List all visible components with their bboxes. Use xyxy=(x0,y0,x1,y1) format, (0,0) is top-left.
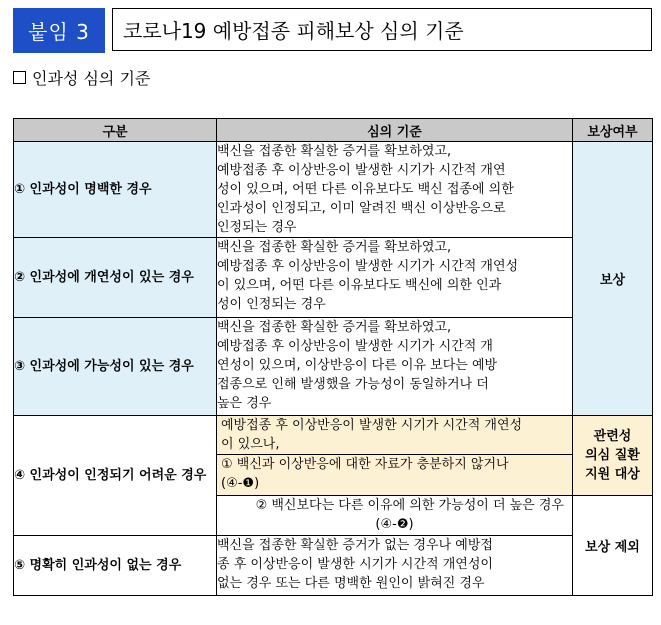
criteria-cell xyxy=(217,416,573,496)
criteria-line: 없는 경우 또는 다른 명백한 원인이 밝혀진 경우 xyxy=(217,576,485,591)
criteria-line: 이 있으나, xyxy=(221,437,280,452)
criteria-line: 인정되는 경우 xyxy=(217,220,297,235)
criteria-line: 예방접종 후 이상반응이 발생한 시기가 시간적 개연성 xyxy=(221,418,523,433)
criteria-line: 백신을 접종한 확실한 증거를 확보하였고, xyxy=(217,144,452,159)
criteria-line: 종 후 이상반응이 발생한 시기가 시간적 개연성이 xyxy=(217,557,493,572)
criteria-cell xyxy=(217,318,573,416)
criteria-cell xyxy=(217,496,573,536)
category-cell: ③ 인과성에 가능성이 있는 경우 xyxy=(14,318,217,416)
section-heading xyxy=(13,66,150,89)
compensation-line: 의심 질환 xyxy=(585,448,640,463)
table-row xyxy=(14,416,653,496)
checkbox-icon xyxy=(13,71,26,84)
table-header-row xyxy=(14,119,653,142)
col-header-category: 구분 xyxy=(14,119,217,142)
sub-criteria-code: (④-❷) xyxy=(375,517,414,532)
table-row xyxy=(14,142,653,238)
criteria-table xyxy=(13,118,653,596)
category-cell: ① 인과성이 명백한 경우 xyxy=(14,142,217,238)
compensation-cell: 보상 xyxy=(573,142,653,416)
appendix-badge: 붙임 3 xyxy=(13,8,105,53)
sub-criteria-line: ① 백신과 이상반응에 대한 자료가 충분하지 않거나 xyxy=(217,454,572,474)
category-cell: ② 인과성에 개연성이 있는 경우 xyxy=(14,238,217,318)
section-title: 인과성 심의 기준 xyxy=(32,69,151,88)
criteria-line: 예방접종 후 이상반응이 발생한 시기가 시간적 개연 xyxy=(217,163,506,178)
criteria-cell xyxy=(217,142,573,238)
criteria-line: 성이 있으며, 어떤 다른 이유보다도 백신 접종에 의한 xyxy=(217,182,514,197)
sub-criteria-line: ② 백신보다는 다른 이유에 의한 가능성이 더 높은 경우 xyxy=(255,498,564,513)
category-cell: ④ 인과성이 인정되기 어려운 경우 xyxy=(14,416,217,536)
category-cell: ⑤ 명확히 인과성이 없는 경우 xyxy=(14,536,217,596)
sub-criteria-code: (④-❶) xyxy=(221,476,260,491)
compensation-line: 관련성 xyxy=(593,429,632,444)
col-header-compensation: 보상여부 xyxy=(573,119,653,142)
criteria-line: 백신을 접종한 확실한 증거를 확보하였고, xyxy=(217,240,452,255)
compensation-line: 지원 대상 xyxy=(585,467,640,482)
criteria-line: 성이 인정되는 경우 xyxy=(217,297,326,312)
document-title: 코로나19 예방접종 피해보상 심의 기준 xyxy=(112,8,652,51)
criteria-line: 높은 경우 xyxy=(217,396,272,411)
criteria-line: 예방접종 후 이상반응이 발생한 시기가 시간적 개 xyxy=(217,339,493,354)
compensation-cell: 보상 제외 xyxy=(573,496,653,596)
criteria-line: 백신을 접종한 확실한 증거가 없는 경우나 예방접 xyxy=(217,538,493,553)
table-row xyxy=(14,536,653,596)
compensation-cell xyxy=(573,416,653,496)
criteria-line: 이 있으며, 어떤 다른 이유보다도 백신에 의한 인과 xyxy=(217,278,502,293)
col-header-criteria: 심의 기준 xyxy=(217,119,573,142)
table-row xyxy=(14,318,653,416)
criteria-line: 인과성이 인정되고, 이미 알려진 백신 이상반응으로 xyxy=(217,201,506,216)
table-row xyxy=(14,238,653,318)
criteria-line: 접종으로 인해 발생했을 가능성이 동일하거나 더 xyxy=(217,377,489,392)
criteria-line: 연성이 있으며, 이상반응이 다른 이유 보다는 예방 xyxy=(217,358,498,373)
criteria-line: 예방접종 후 이상반응이 발생한 시기가 시간적 개연성 xyxy=(217,259,519,274)
criteria-line: 백신을 접종한 확실한 증거를 확보하였고, xyxy=(217,320,452,335)
criteria-cell xyxy=(217,238,573,318)
criteria-cell xyxy=(217,536,573,596)
